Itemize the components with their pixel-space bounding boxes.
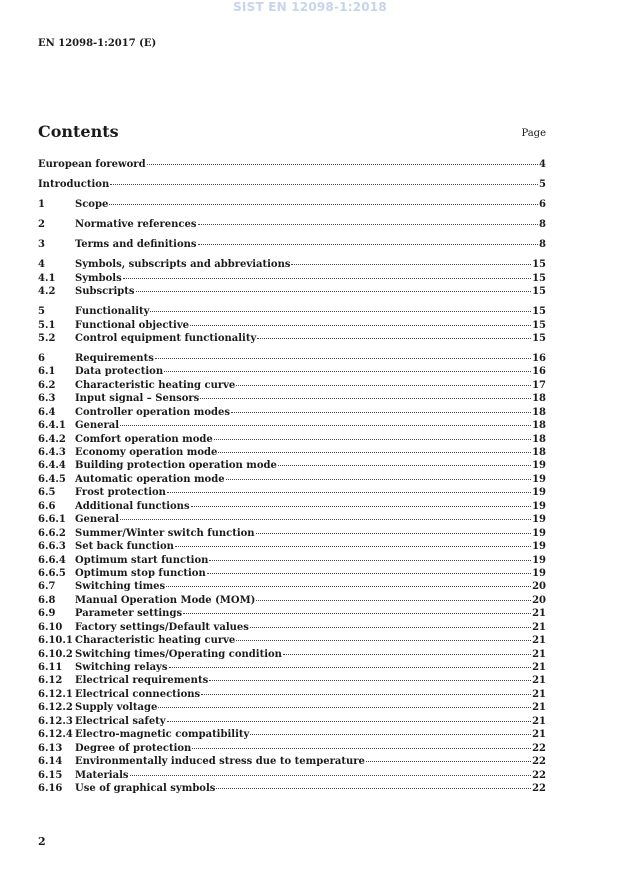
- toc-entry-number: 6.12.2: [38, 702, 73, 714]
- toc-entry-title: Normative references: [75, 219, 197, 231]
- toc-entry-title: Degree of protection: [75, 742, 192, 754]
- toc-entry-number: 2: [38, 219, 45, 231]
- toc-entry-number: 3: [38, 239, 45, 251]
- toc-dot-leader: [147, 153, 538, 165]
- toc-entry-title: Factory settings/Default values: [75, 621, 249, 633]
- toc-entry-page: 21: [532, 729, 546, 741]
- toc-entry-page: 21: [532, 675, 546, 687]
- toc-entry-title: Characteristic heating curve: [75, 635, 236, 647]
- toc-dot-leader: [283, 643, 531, 655]
- toc-entry-page: 17: [532, 379, 546, 391]
- toc-dot-leader: [257, 327, 531, 339]
- toc-entry-page: 19: [532, 527, 546, 539]
- toc-entry-title: Requirements: [75, 352, 154, 364]
- toc-entry-page: 21: [532, 621, 546, 633]
- toc-dot-leader: [256, 522, 531, 534]
- toc-dot-leader: [200, 387, 531, 399]
- toc-entry-title: European foreword: [38, 159, 146, 170]
- toc-dot-leader: [155, 347, 531, 359]
- toc-entry-number: 6.9: [38, 608, 56, 620]
- toc-entry-page: 16: [532, 366, 546, 378]
- toc-dot-leader: [191, 495, 531, 507]
- toc-entry-page: 16: [532, 352, 546, 364]
- toc-dot-leader: [256, 589, 531, 601]
- toc-dot-leader: [201, 683, 531, 695]
- toc-entry-number: 6.3: [38, 393, 56, 405]
- toc-entry-page: 21: [532, 662, 546, 674]
- toc-entry-number: 6.10.1: [38, 635, 73, 647]
- toc-entry-number: 6.16: [38, 782, 63, 794]
- toc-entry-page: 22: [532, 782, 546, 794]
- toc-dot-leader: [192, 737, 531, 749]
- toc-dot-leader: [136, 280, 532, 292]
- toc-dot-leader: [250, 723, 531, 735]
- toc-entry-title: Scope: [75, 199, 109, 211]
- toc-entry-page: 22: [532, 769, 546, 781]
- toc-entry-number: 4: [38, 259, 45, 271]
- toc-entry-title: Electrical connections: [75, 688, 201, 700]
- toc-dot-leader: [130, 764, 532, 776]
- toc-entry-title: Parameter settings: [75, 608, 183, 620]
- toc-entry-title: Additional functions: [75, 500, 190, 512]
- toc-entry[interactable]: [38, 195, 546, 211]
- toc-entry-number: 6.14: [38, 756, 63, 768]
- toc-entry-title: Introduction: [38, 179, 110, 191]
- toc-entry-title: Functionality: [75, 306, 150, 318]
- toc-entry-number: 5.1: [38, 319, 56, 331]
- toc-entry-page: 15: [532, 272, 546, 284]
- toc-entry-number: 6.6.5: [38, 567, 66, 579]
- toc-entry-number: 6.4.5: [38, 473, 66, 485]
- toc-entry-page: 19: [532, 460, 546, 472]
- toc-entry-title: Environmentally induced stress due to temperature: [75, 756, 365, 768]
- toc-entry-title: Supply voltage: [75, 702, 158, 714]
- toc-dot-leader: [110, 173, 538, 185]
- toc-dot-leader: [209, 549, 531, 561]
- toc-dot-leader: [120, 508, 531, 520]
- toc-entry-number: 4.2: [38, 286, 56, 298]
- toc-dot-leader: [120, 414, 531, 426]
- toc-entry-number: 6.7: [38, 581, 56, 593]
- toc-dot-leader: [169, 656, 532, 668]
- toc-entry-page: 6: [539, 199, 546, 211]
- toc-entry-title: Frost protection: [75, 487, 166, 499]
- toc-entry-page: 19: [532, 500, 546, 512]
- toc-entry-title: Building protection operation mode: [75, 460, 277, 472]
- toc-entry-number: 6.6.3: [38, 541, 66, 553]
- toc-dot-leader: [183, 602, 531, 614]
- toc-entry-page: 18: [532, 433, 546, 445]
- toc-entry-page: 18: [532, 406, 546, 418]
- toc-entry-title: Switching relays: [75, 662, 168, 674]
- toc-entry-page: 15: [532, 332, 546, 344]
- toc-entry-page: 19: [532, 541, 546, 553]
- toc-entry-title: Automatic operation mode: [75, 473, 225, 485]
- toc-entry-title: Electrical requirements: [75, 675, 209, 687]
- contents-heading: Contents: [38, 122, 119, 141]
- toc-dot-leader: [150, 300, 531, 312]
- toc-entry-number: 6.13: [38, 742, 63, 754]
- toc-entry[interactable]: [38, 175, 546, 191]
- toc-entry-number: 4.1: [38, 272, 56, 284]
- toc-entry-title: General: [75, 420, 120, 432]
- toc-dot-leader: [231, 401, 531, 413]
- toc-entry-page: 21: [532, 648, 546, 660]
- toc-entry-number: 6.5: [38, 487, 56, 499]
- toc-entry-page: 19: [532, 487, 546, 499]
- toc-entry[interactable]: [38, 329, 546, 342]
- toc-entry-page: 20: [532, 581, 546, 593]
- toc-entry-page: 21: [532, 715, 546, 727]
- toc-entry-number: 6: [38, 352, 45, 364]
- toc-entry-page: 18: [532, 420, 546, 432]
- toc-entry-page: 5: [539, 179, 546, 191]
- toc-entry-number: 6.4.2: [38, 433, 66, 445]
- toc-dot-leader: [158, 696, 531, 708]
- toc-entry-title: Electro-magnetic compatibility: [75, 729, 250, 741]
- toc-dot-leader: [214, 428, 531, 440]
- toc-dot-leader: [123, 267, 531, 279]
- toc-entry-page: 19: [532, 554, 546, 566]
- toc-entry-number: 6.12.4: [38, 729, 73, 741]
- toc-entry-title: Input signal – Sensors: [75, 393, 200, 405]
- toc-entry-title: Materials: [75, 769, 129, 781]
- toc-entry-number: 6.1: [38, 366, 56, 378]
- toc-entry-number: 6.6.1: [38, 514, 66, 526]
- toc-entry-number: 6.6.2: [38, 527, 66, 539]
- toc-entry-number: 6.6: [38, 500, 56, 512]
- toc-dot-leader: [216, 777, 531, 789]
- toc-entry-title: Summer/Winter switch function: [75, 527, 255, 539]
- toc-entry-title: Economy operation mode: [75, 447, 218, 459]
- toc-entry-page: 21: [532, 688, 546, 700]
- toc-entry-page: 15: [532, 319, 546, 331]
- toc-entry-page: 4: [539, 159, 546, 170]
- toc-entry-page: 18: [532, 393, 546, 405]
- toc-dot-leader: [278, 454, 531, 466]
- toc-entry-number: 6.10.2: [38, 648, 73, 660]
- toc-entry-number: 6.12.3: [38, 715, 73, 727]
- toc-dot-leader: [109, 193, 538, 205]
- toc-dot-leader: [226, 468, 531, 480]
- toc-entry-title: Subscripts: [75, 286, 135, 298]
- toc-dot-leader: [236, 629, 531, 641]
- toc-entry-number: 1: [38, 199, 45, 211]
- toc-entry-number: 5: [38, 306, 45, 318]
- toc-dot-leader: [236, 374, 531, 386]
- toc-entry-page: 21: [532, 702, 546, 714]
- toc-entry[interactable]: [38, 155, 546, 168]
- toc-entry-title: Switching times: [75, 581, 166, 593]
- toc-entry-page: 19: [532, 473, 546, 485]
- toc-entry-title: Optimum start function: [75, 554, 209, 566]
- toc-entry-number: 6.15: [38, 769, 63, 781]
- toc-entry-title: General: [75, 514, 120, 526]
- toc-dot-leader: [218, 441, 531, 453]
- toc-entry-page: 18: [532, 447, 546, 459]
- toc-dot-leader: [209, 669, 531, 681]
- toc-entry-page: 19: [532, 514, 546, 526]
- toc-dot-leader: [198, 213, 539, 225]
- toc-entry-title: Electrical safety: [75, 715, 166, 727]
- toc-entry-number: 6.12: [38, 675, 63, 687]
- toc-entry-number: 6.4.4: [38, 460, 66, 472]
- toc-entry-title: Manual Operation Mode (MOM): [75, 594, 256, 606]
- toc-entry-page: 15: [532, 286, 546, 298]
- toc-entry-title: Comfort operation mode: [75, 433, 213, 445]
- toc-entry-page: 15: [532, 259, 546, 271]
- toc-entry-page: 22: [532, 742, 546, 754]
- toc-entry-number: 6.8: [38, 594, 56, 606]
- toc-entry-number: 6.10: [38, 621, 63, 633]
- toc-dot-leader: [166, 575, 531, 587]
- toc-entry[interactable]: [38, 282, 546, 298]
- toc-entry-number: 6.4.1: [38, 420, 66, 432]
- toc-entry-number: 6.4: [38, 406, 56, 418]
- toc-entry-title: Symbols, subscripts and abbreviations: [75, 259, 291, 271]
- toc-entry-page: 15: [532, 306, 546, 318]
- toc-dot-leader: [167, 710, 531, 722]
- toc-entry-page: 8: [539, 219, 546, 231]
- page-number: 2: [38, 835, 46, 848]
- toc-entry-number: 6.12.1: [38, 688, 73, 700]
- toc-entry-title: Use of graphical symbols: [75, 782, 216, 794]
- page-column-label: Page: [521, 128, 546, 139]
- watermark: SIST EN 12098-1:2018: [233, 0, 387, 14]
- toc-dot-leader: [175, 535, 531, 547]
- toc-entry-title: Characteristic heating curve: [75, 379, 236, 391]
- toc-entry-title: Switching times/Operating condition: [75, 648, 282, 660]
- toc-entry-title: Data protection: [75, 366, 164, 378]
- toc-entry-title: Controller operation modes: [75, 406, 231, 418]
- toc-entry-page: 20: [532, 594, 546, 606]
- toc-entry-title: Terms and definitions: [75, 239, 197, 251]
- toc-entry-title: Functional objective: [75, 319, 189, 331]
- toc-entry-page: 22: [532, 756, 546, 768]
- toc-dot-leader: [167, 481, 531, 493]
- toc-entry-number: 6.11: [38, 662, 63, 674]
- toc-dot-leader: [250, 616, 531, 628]
- toc-entry-title: Symbols: [75, 272, 122, 284]
- toc-entry-page: 21: [532, 635, 546, 647]
- table-of-contents: [38, 155, 546, 792]
- toc-entry-title: Control equipment functionality: [75, 332, 257, 344]
- toc-entry-page: 19: [532, 567, 546, 579]
- toc-dot-leader: [207, 562, 531, 574]
- toc-entry-title: Optimum stop function: [75, 567, 206, 579]
- toc-entry[interactable]: [38, 235, 546, 251]
- toc-entry-number: 5.2: [38, 332, 56, 344]
- toc-dot-leader: [164, 360, 531, 372]
- toc-dot-leader: [291, 253, 531, 265]
- toc-dot-leader: [190, 314, 531, 326]
- toc-entry-page: 21: [532, 608, 546, 620]
- toc-entry-title: Set back function: [75, 541, 174, 553]
- toc-entry[interactable]: [38, 215, 546, 231]
- toc-entry-number: 6.4.3: [38, 447, 66, 459]
- toc-entry-number: 6.6.4: [38, 554, 66, 566]
- toc-entry-number: 6.2: [38, 379, 56, 391]
- toc-entry[interactable]: [38, 779, 546, 792]
- toc-entry-page: 8: [539, 239, 546, 251]
- document-id: EN 12098-1:2017 (E): [38, 38, 157, 49]
- toc-dot-leader: [198, 233, 539, 245]
- toc-dot-leader: [366, 750, 531, 762]
